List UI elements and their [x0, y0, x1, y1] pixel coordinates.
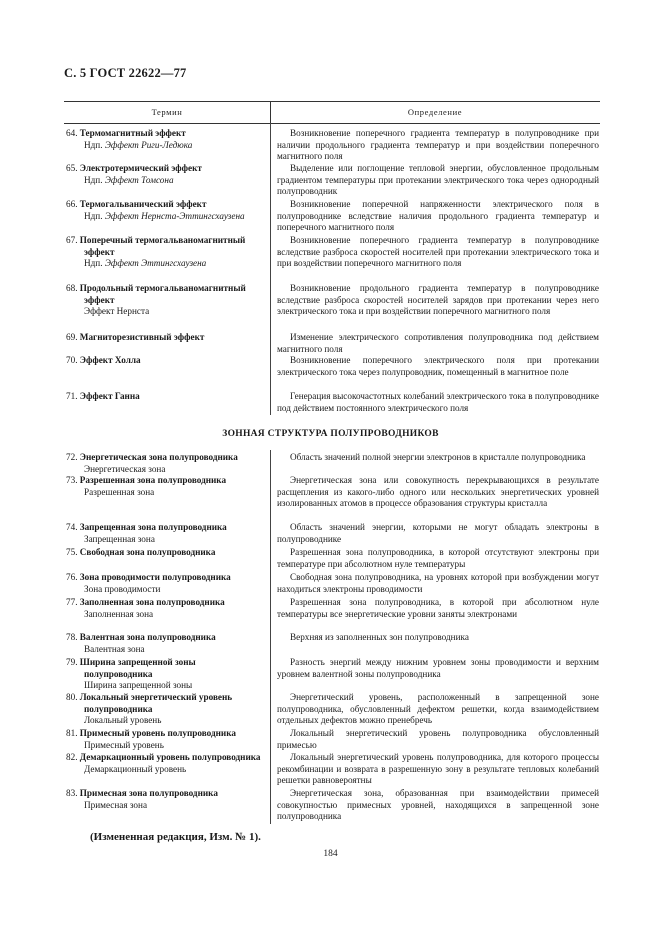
term-entry	[66, 128, 266, 151]
term-number: 71.	[66, 391, 80, 401]
term-synonym	[66, 258, 266, 270]
term-name: Свободная зона полупроводника	[79, 547, 216, 557]
term-entry	[66, 547, 266, 559]
term-title	[66, 632, 266, 644]
term-number: 80.	[66, 692, 80, 702]
term-title	[66, 547, 266, 559]
term-number: 77.	[66, 597, 80, 607]
term-title	[66, 283, 266, 306]
term-synonym	[66, 306, 266, 318]
term-name: Энергетическая зона полупроводника	[79, 452, 238, 462]
synonym-text: Запрещенная зона	[84, 533, 155, 544]
term-synonym	[66, 740, 266, 752]
amendment-note: (Измененная редакция, Изм. № 1).	[90, 831, 261, 843]
term-number: 74.	[66, 522, 80, 532]
term-entry	[66, 199, 266, 222]
term-number: 68.	[66, 283, 80, 293]
term-title	[66, 728, 266, 740]
term-number: 78.	[66, 632, 80, 642]
term-name: Продольный термогальваномагнитный эффект	[79, 283, 246, 305]
term-entry	[66, 391, 266, 403]
term-name: Примесная зона полупроводника	[79, 788, 218, 798]
term-title	[66, 572, 266, 584]
term-column-header: Термин	[151, 107, 183, 117]
term-entry	[66, 283, 266, 318]
term-number: 73.	[66, 475, 80, 485]
term-synonym	[66, 764, 266, 776]
table-header	[64, 101, 600, 124]
term-title	[66, 522, 266, 534]
synonym-text: Валентная зона	[84, 643, 145, 654]
term-number: 81.	[66, 728, 80, 738]
term-definition: Генерация высокочастотных колебаний электрического тока в полупроводнике под действием постоянного электрического поля	[277, 391, 599, 413]
term-entry	[66, 728, 266, 751]
term-synonym	[66, 800, 266, 812]
page-number: 184	[323, 849, 338, 859]
term-title	[66, 692, 266, 715]
synonym-text: Эффект Эттингсхаузена	[104, 258, 207, 269]
term-synonym	[66, 487, 266, 499]
term-name: Термомагнитный эффект	[79, 128, 186, 138]
term-definition: Возникновение поперечного электрического поля при протекании электрического тока через полупроводник, помещенный в магнитное поле	[277, 355, 599, 377]
term-definition: Локальный энергетический уровень полупроводника обусловленный примесью	[277, 728, 599, 750]
term-name: Примесный уровень полупроводника	[79, 728, 236, 738]
term-title	[66, 657, 266, 680]
synonym-text: Эффект Нернста	[84, 306, 150, 317]
term-name: Зона проводимости полупроводника	[79, 572, 231, 582]
term-name: Ширина запрещенной зоны полупроводника	[79, 657, 196, 679]
term-definition: Возникновение поперечного градиента температур в полупроводнике при наличии продольного градиента температур и при воздействии поперечного магнитного поля	[277, 128, 599, 162]
term-definition: Локальный энергетический уровень полупроводника, для которого процессы рекомбинации и возврата в разрешенную зону в результате тепловых колебаний решетки равновероятны	[277, 752, 599, 786]
page-header: С. 5 ГОСТ 22622—77	[64, 66, 187, 80]
term-definition: Возникновение поперечной напряженности электрического поля в полупроводнике вследствие наличия продольного градиента температур и поперечного магнитного поля	[277, 199, 599, 233]
term-synonym	[66, 140, 266, 152]
term-definition: Энергетический уровень, расположенный в запрещенной зоне полупроводника, обусловленный дефектом решетки, когда взаимодействием отдельных дефектов можно пренебречь	[277, 692, 599, 726]
term-title	[66, 452, 266, 464]
term-name: Разрешенная зона полупроводника	[79, 475, 227, 485]
term-definition: Разность энергий между нижним уровнем зоны проводимости и верхним уровнем валентной зоны полупроводника	[277, 657, 599, 679]
definition-column-header: Определение	[407, 107, 463, 117]
term-entry	[66, 475, 266, 498]
term-synonym	[66, 680, 266, 692]
term-entry	[66, 632, 266, 655]
term-name: Демаркационный уровень полупроводника	[79, 752, 261, 762]
term-entry	[66, 752, 266, 775]
term-title	[66, 163, 266, 175]
term-definition: Выделение или поглощение тепловой энергии, обусловленное продольным градиентом температуры при протекании электрического тока через однородный полупроводник	[277, 163, 599, 197]
term-number: 76.	[66, 572, 80, 582]
term-definition: Изменение электрического сопротивления полупроводника под действием магнитного поля	[277, 332, 599, 354]
term-name: Термогальванический эффект	[79, 199, 207, 209]
term-definition: Область значений полной энергии электронов в кристалле полупроводника	[290, 452, 586, 462]
term-definition: Верхняя из заполненных зон полупроводника	[290, 632, 469, 642]
synonym-prefix: Ндп.	[84, 174, 105, 185]
term-name: Эффект Холла	[79, 355, 141, 365]
column-divider-section1	[270, 123, 271, 415]
term-definition: Возникновение продольного градиента температур в полупроводнике вследствие разброса скоростей носителей зарядов при протекании через него электрического тока и при воздействии поперечного магнитного поля	[277, 283, 599, 317]
term-entry	[66, 522, 266, 545]
term-number: 83.	[66, 788, 80, 798]
term-number: 64.	[66, 128, 80, 138]
term-title	[66, 199, 266, 211]
term-entry	[66, 597, 266, 620]
synonym-text: Разрешенная зона	[84, 486, 155, 497]
term-synonym	[66, 584, 266, 596]
synonym-text: Эффект Томсона	[104, 174, 174, 185]
term-entry	[66, 692, 266, 727]
term-title	[66, 788, 266, 800]
term-entry	[66, 332, 266, 344]
term-number: 75.	[66, 547, 80, 557]
term-name: Магниторезистивный эффект	[79, 332, 205, 342]
term-number: 82.	[66, 752, 80, 762]
synonym-text: Примесная зона	[84, 799, 148, 810]
term-title	[66, 235, 266, 258]
synonym-text: Энергетическая зона	[84, 463, 166, 474]
term-number: 70.	[66, 355, 80, 365]
term-name: Поперечный термогальваномагнитный эффект	[79, 235, 246, 257]
term-number: 66.	[66, 199, 80, 209]
term-definition: Разрешенная зона полупроводника, в которой отсутствуют электроны при температуре при абсолютном нуле температуры	[277, 547, 599, 569]
term-entry	[66, 657, 266, 692]
term-number: 67.	[66, 235, 80, 245]
column-divider-section2	[270, 450, 271, 824]
term-number: 79.	[66, 657, 80, 667]
synonym-text: Зона проводимости	[84, 583, 161, 594]
term-definition: Возникновение поперечного градиента температур в полупроводнике вследствие разброса скоростей носителей при протекании электрического тока и при воздействии поперечного магнитного поля	[277, 235, 599, 269]
term-number: 69.	[66, 332, 80, 342]
term-definition: Энергетическая зона или совокупность перекрывающихся в результате расщепления из какого-либо одного или нескольких энергетических уровней изолированных атомов в процессе образования структуры кристалла	[277, 475, 599, 509]
term-synonym	[66, 715, 266, 727]
term-entry	[66, 788, 266, 811]
synonym-text: Примесный уровень	[84, 739, 164, 750]
synonym-text: Заполненная зона	[84, 608, 154, 619]
term-entry	[66, 355, 266, 367]
term-name: Электротермический эффект	[79, 163, 202, 173]
synonym-prefix: Ндп.	[84, 139, 105, 150]
term-title	[66, 391, 266, 403]
term-name: Локальный энергетический уровень полупроводника	[79, 692, 233, 714]
synonym-text: Эффект Нернста-Эттингсхаузена	[104, 210, 245, 221]
term-entry	[66, 163, 266, 186]
term-title	[66, 128, 266, 140]
synonym-prefix: Ндп.	[84, 258, 105, 269]
term-title	[66, 475, 266, 487]
term-definition: Свободная зона полупроводника, на уровнях которой при возбуждении могут находиться электроны проводимости	[277, 572, 599, 594]
synonym-text: Ширина запрещенной зоны	[84, 680, 193, 691]
term-number: 72.	[66, 452, 80, 462]
term-title	[66, 332, 266, 344]
term-title	[66, 752, 266, 764]
term-synonym	[66, 534, 266, 546]
term-synonym	[66, 464, 266, 476]
term-name: Запрещенная зона полупроводника	[79, 522, 227, 532]
term-synonym	[66, 609, 266, 621]
term-definition: Разрешенная зона полупроводника, в которой при абсолютном нуле температуры все энергетические уровни заняты электронами	[277, 597, 599, 619]
term-title	[66, 597, 266, 609]
synonym-prefix: Ндп.	[84, 210, 105, 221]
synonym-text: Эффект Риги-Ледюка	[104, 139, 193, 150]
term-definition: Энергетическая зона, образованная при взаимодействии примесей совокупностью примесных уровней, находящихся в запрещенной зоне полупроводника	[277, 788, 599, 822]
term-definition: Область значений энергии, которыми не могут обладать электроны в полупроводнике	[277, 522, 599, 544]
term-name: Заполненная зона полупроводника	[79, 597, 225, 607]
term-title	[66, 355, 266, 367]
synonym-text: Локальный уровень	[84, 715, 162, 726]
term-entry	[66, 452, 266, 475]
term-name: Эффект Ганна	[79, 391, 140, 401]
section-title: ЗОННАЯ СТРУКТУРА ПОЛУПРОВОДНИКОВ	[222, 429, 439, 439]
term-synonym	[66, 175, 266, 187]
term-synonym	[66, 644, 266, 656]
term-entry	[66, 572, 266, 595]
term-number: 65.	[66, 163, 80, 173]
term-entry	[66, 235, 266, 270]
term-synonym	[66, 211, 266, 223]
synonym-text: Демаркационный уровень	[84, 763, 187, 774]
term-name: Валентная зона полупроводника	[79, 632, 216, 642]
